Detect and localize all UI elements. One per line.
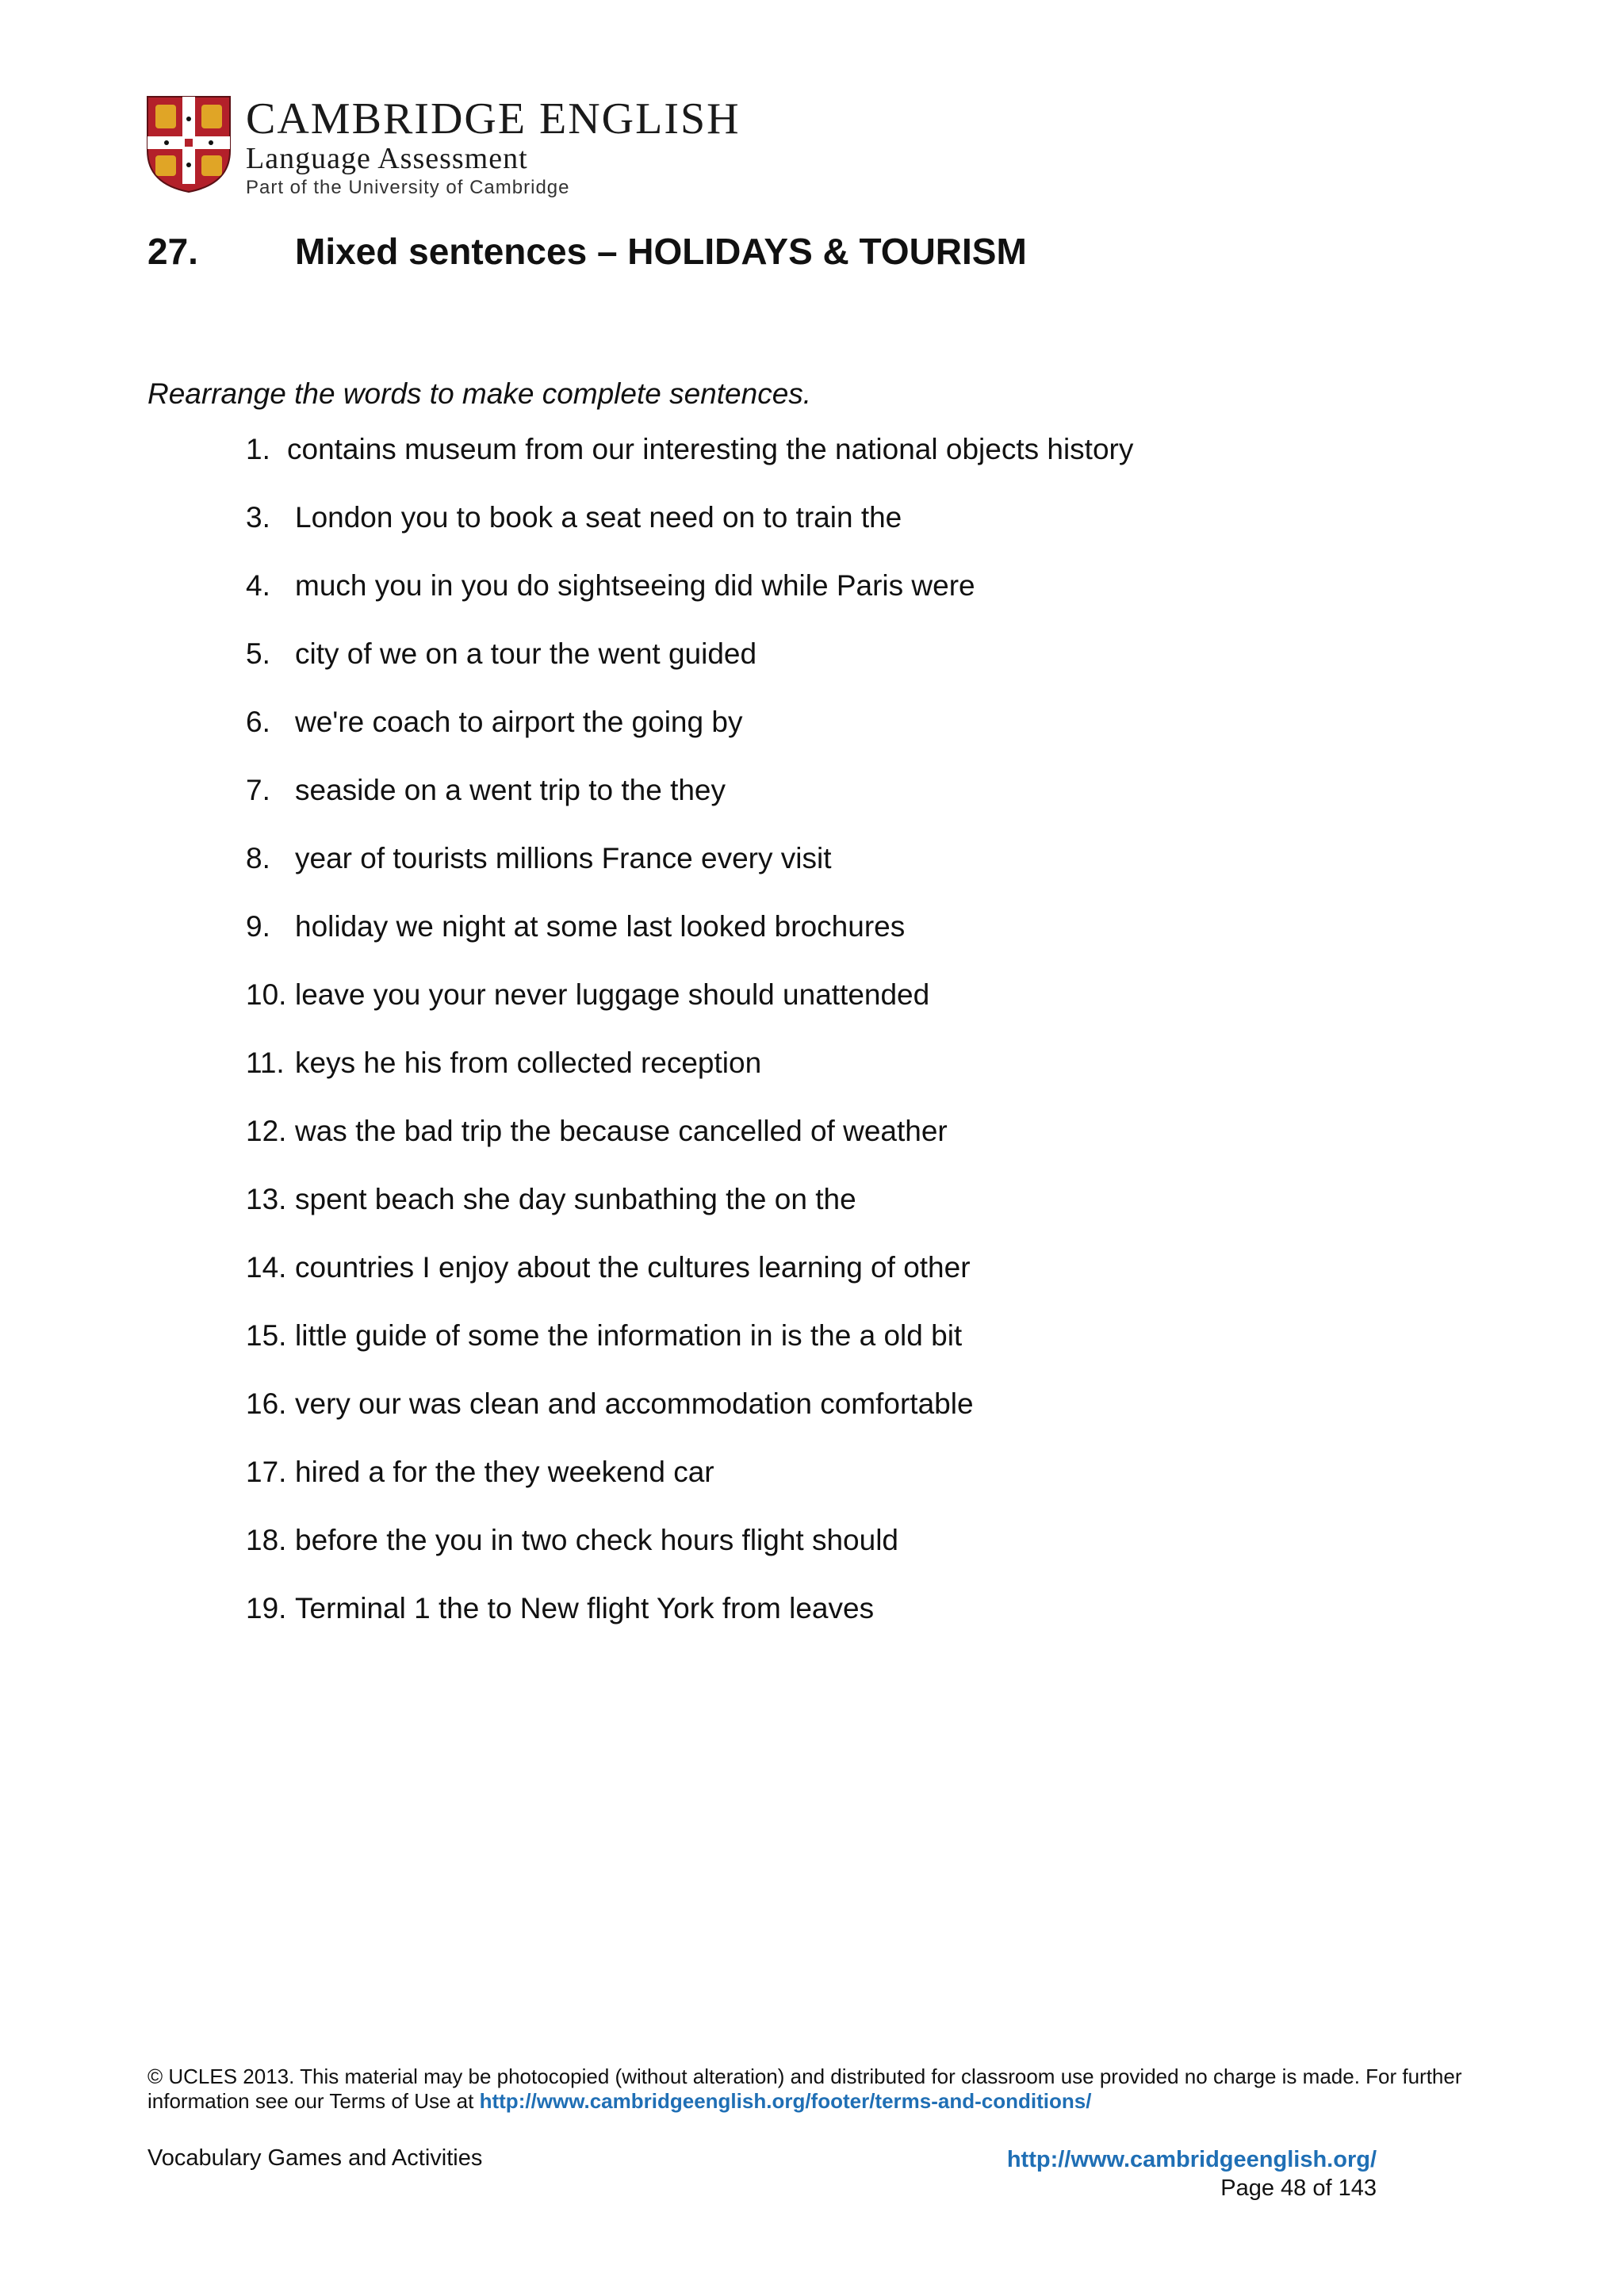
copyright-text: © UCLES 2013. This material may be photocopied (without alteration) and distributed for classroom use provided no charge is made. For further information see our Terms of Use at [147, 2064, 1462, 2113]
item-number: 5. [246, 637, 270, 670]
item-number: 19. [246, 1592, 287, 1624]
item-text: leave you your never luggage should unattended [295, 978, 930, 1011]
item-text: keys he his from collected reception [295, 1047, 762, 1079]
list-item [246, 1384, 1435, 1452]
list-item [246, 1589, 1435, 1657]
list-item [246, 1112, 1435, 1180]
item-text: city of we on a tour the went guided [295, 637, 757, 670]
logo-title: CAMBRIDGE ENGLISH [246, 94, 741, 144]
list-item [246, 771, 1435, 839]
list-item [246, 702, 1435, 771]
item-text: was the bad trip the because cancelled of weather [295, 1115, 948, 1147]
item-number: 4. [246, 569, 270, 602]
list-item [246, 634, 1435, 702]
list-item [246, 839, 1435, 907]
list-item [246, 1521, 1435, 1589]
item-number: 16. [246, 1387, 287, 1420]
item-number: 15. [246, 1319, 287, 1352]
item-text: we're coach to airport the going by [295, 706, 743, 738]
item-text: much you in you do sightseeing did while Paris were [295, 569, 975, 602]
item-number: 18. [246, 1524, 287, 1556]
footer-right [1007, 2145, 1377, 2202]
sentence-list [246, 430, 1435, 1657]
logo-subtitle: Language Assessment [246, 142, 528, 175]
page-number: Page 48 of 143 [1220, 2175, 1377, 2201]
item-number: 6. [246, 706, 270, 738]
list-item [246, 1043, 1435, 1112]
exercise-title: Mixed sentences – HOLIDAYS & TOURISM [295, 231, 1027, 272]
item-text: spent beach she day sunbathing the on the [295, 1183, 856, 1215]
item-number: 11. [246, 1047, 285, 1079]
exercise-instruction: Rearrange the words to make complete sentences. [147, 377, 812, 410]
item-number: 17. [246, 1456, 287, 1488]
item-text: very our was clean and accommodation comfortable [295, 1387, 974, 1420]
item-number: 12. [246, 1115, 287, 1147]
item-number: 8. [246, 842, 270, 874]
list-item [246, 566, 1435, 634]
item-number: 3. [246, 501, 270, 534]
item-text: holiday we night at some last looked brochures [295, 910, 906, 943]
cambridge-english-logo [146, 94, 764, 198]
item-text: seaside on a went trip to the they [295, 774, 726, 806]
item-number: 7. [246, 774, 270, 806]
item-text: hired a for the they weekend car [295, 1456, 714, 1488]
site-link[interactable]: http://www.cambridgeenglish.org/ [1006, 2147, 1377, 2172]
item-text: little guide of some the information in is the a old bit [295, 1319, 963, 1352]
list-item [246, 430, 1435, 498]
list-item [246, 1316, 1435, 1384]
item-number: 1. [246, 433, 270, 465]
item-text: contains museum from our interesting the national objects history [287, 433, 1134, 465]
item-text: Terminal 1 the to New flight York from leaves [295, 1592, 875, 1624]
list-item [246, 498, 1435, 566]
book-title: Vocabulary Games and Activities [147, 2145, 483, 2171]
exercise-number: 27. [147, 231, 198, 272]
cambridge-shield-icon [146, 95, 232, 193]
logo-tagline: Part of the University of Cambridge [246, 177, 570, 198]
item-number: 14. [246, 1251, 287, 1284]
item-text: before the you in two check hours flight should [295, 1524, 899, 1556]
list-item [246, 907, 1435, 975]
item-number: 9. [246, 910, 270, 943]
list-item [246, 1180, 1435, 1248]
list-item [246, 1248, 1435, 1316]
copyright-notice [147, 2064, 1480, 2114]
item-number: 10. [246, 978, 287, 1011]
item-number: 13. [246, 1183, 287, 1215]
item-text: London you to book a seat need on to train the [295, 501, 902, 534]
list-item [246, 975, 1435, 1043]
list-item [246, 1452, 1435, 1521]
terms-link[interactable]: http://www.cambridgeenglish.org/footer/terms-and-conditions/ [479, 2089, 1092, 2113]
item-text: year of tourists millions France every visit [295, 842, 832, 874]
item-text: countries I enjoy about the cultures learning of other [295, 1251, 971, 1284]
